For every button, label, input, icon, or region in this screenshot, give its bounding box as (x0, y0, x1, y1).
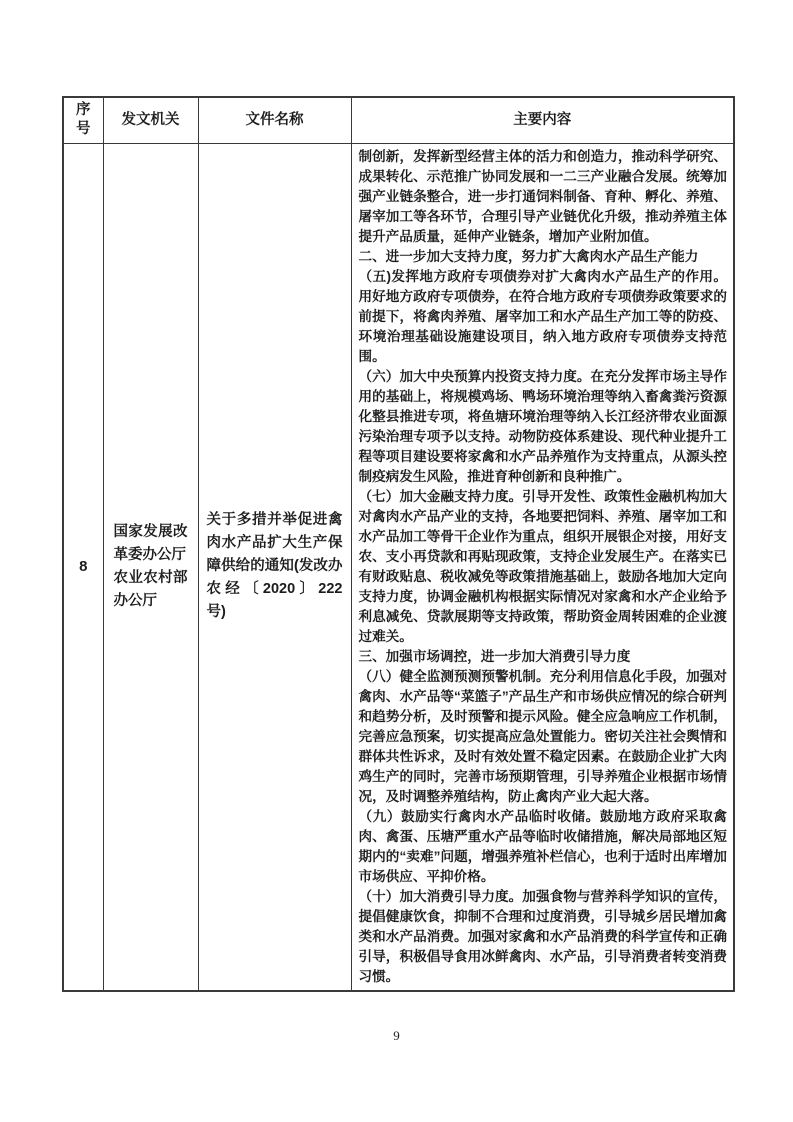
content-paragraph: 二、进一步加大支持力度，努力扩大禽肉水产品生产能力 (358, 248, 699, 264)
header-seq: 序号 (63, 97, 103, 143)
table-header-row (63, 97, 734, 143)
content-paragraph: （五)发挥地方政府专项债券对扩大禽肉水产品生产的作用。用好地方政府专项债券，在符合地方政府专项债券政策要求的前提下，将禽肉养殖、屠宰加工和水产品生产加工等的防疫、环境治理基础设施建设项目，纳入地方政府专项债券支持范围。 (358, 268, 727, 364)
cell-seq-number: 8 (63, 143, 103, 991)
header-agency: 发文机关 (103, 97, 198, 143)
header-main-content: 主要内容 (351, 97, 734, 143)
header-doc-title: 文件名称 (198, 97, 351, 143)
content-paragraph: 三、加强市场调控，进一步加大消费引导力度 (358, 648, 631, 664)
content-paragraph: （七）加大金融支持力度。引导开发性、政策性金融机构加大对禽肉水产品产业的支持，各地要把饲料、养殖、屠宰加工和水产品加工等骨干企业作为重点，组织开展银企对接，用好支农、支小再贷款和再贴现政策，支持企业发展生产。在落实已有财政贴息、税收减免等政策措施基础上，鼓励各地加大定向支持力度，协调金融机构根据实际情况对家禽和水产企业给予利息减免、贷款展期等支持政策，帮助资金周转困难的企业渡过难关。 (358, 488, 727, 644)
table-row (63, 143, 734, 991)
cell-issuing-agency (103, 143, 198, 991)
agency-name: 国家发展改革委办公厅 (113, 523, 188, 563)
document-table (62, 96, 735, 992)
content-paragraph: （六）加大中央预算内投资支持力度。在充分发挥市场主导作用的基础上，将规模鸡场、鸭场环境治理等纳入畜禽粪污资源化整县推进专项，将鱼塘环境治理等纳入长江经济带农业面源污染治理专项予以支持。动物防疫体系建设、现代种业提升工程等项目建设要将家禽和水产品养殖作为支持重点，从源头控制疫病发生风险，推进育种创新和良种推广。 (358, 368, 727, 484)
content-paragraph: （十）加大消费引导力度。加强食物与营养科学知识的宣传，提倡健康饮食，抑制不合理和过度消费，引导城乡居民增加禽类和水产品消费。加强对家禽和水产品消费的科学宣传和正确引导，积极倡导食用冰鲜禽肉、水产品，引导消费者转变消费习惯。 (358, 888, 727, 984)
content-paragraph: （九）鼓励实行禽肉水产品临时收储。鼓励地方政府采取禽肉、禽蛋、压塘严重水产品等临时收储措施，解决局部地区短期内的“卖难”问题，增强养殖补栏信心，也利于适时出库增加市场供应、平抑价格。 (358, 808, 727, 884)
page-number: 9 (393, 1028, 400, 1043)
content-paragraph: （八）健全监测预测预警机制。充分利用信息化手段，加强对禽肉、水产品等“菜篮子”产品生产和市场供应情况的综合研判和趋势分析，及时预警和提示风险。健全应急响应工作机制，完善应急预案，切实提高应急处置能力。密切关注社会舆情和群体共性诉求，及时有效处置不稳定因素。在鼓励企业扩大肉鸡生产的同时，完善市场预期管理，引导养殖企业根据市场情况，及时调整养殖结构，防止禽肉产业大起大落。 (358, 668, 727, 804)
cell-document-title: 关于多措并举促进禽肉水产品扩大生产保障供给的通知(发改办农经〔2020〕222 号) (198, 143, 351, 991)
cell-main-content (351, 143, 734, 991)
agency-name: 农业农村部办公厅 (113, 569, 188, 609)
content-paragraph: 制创新，发挥新型经营主体的活力和创造力，推动科学研究、成果转化、示范推广协同发展和一二三产业融合发展。统筹加强产业链条整合，进一步打通饲料制备、育种、孵化、养殖、屠宰加工等各环节，合理引导产业链优化升级，推动养殖主体提升产品质量，延伸产业链条，增加产业附加值。 (358, 148, 727, 244)
